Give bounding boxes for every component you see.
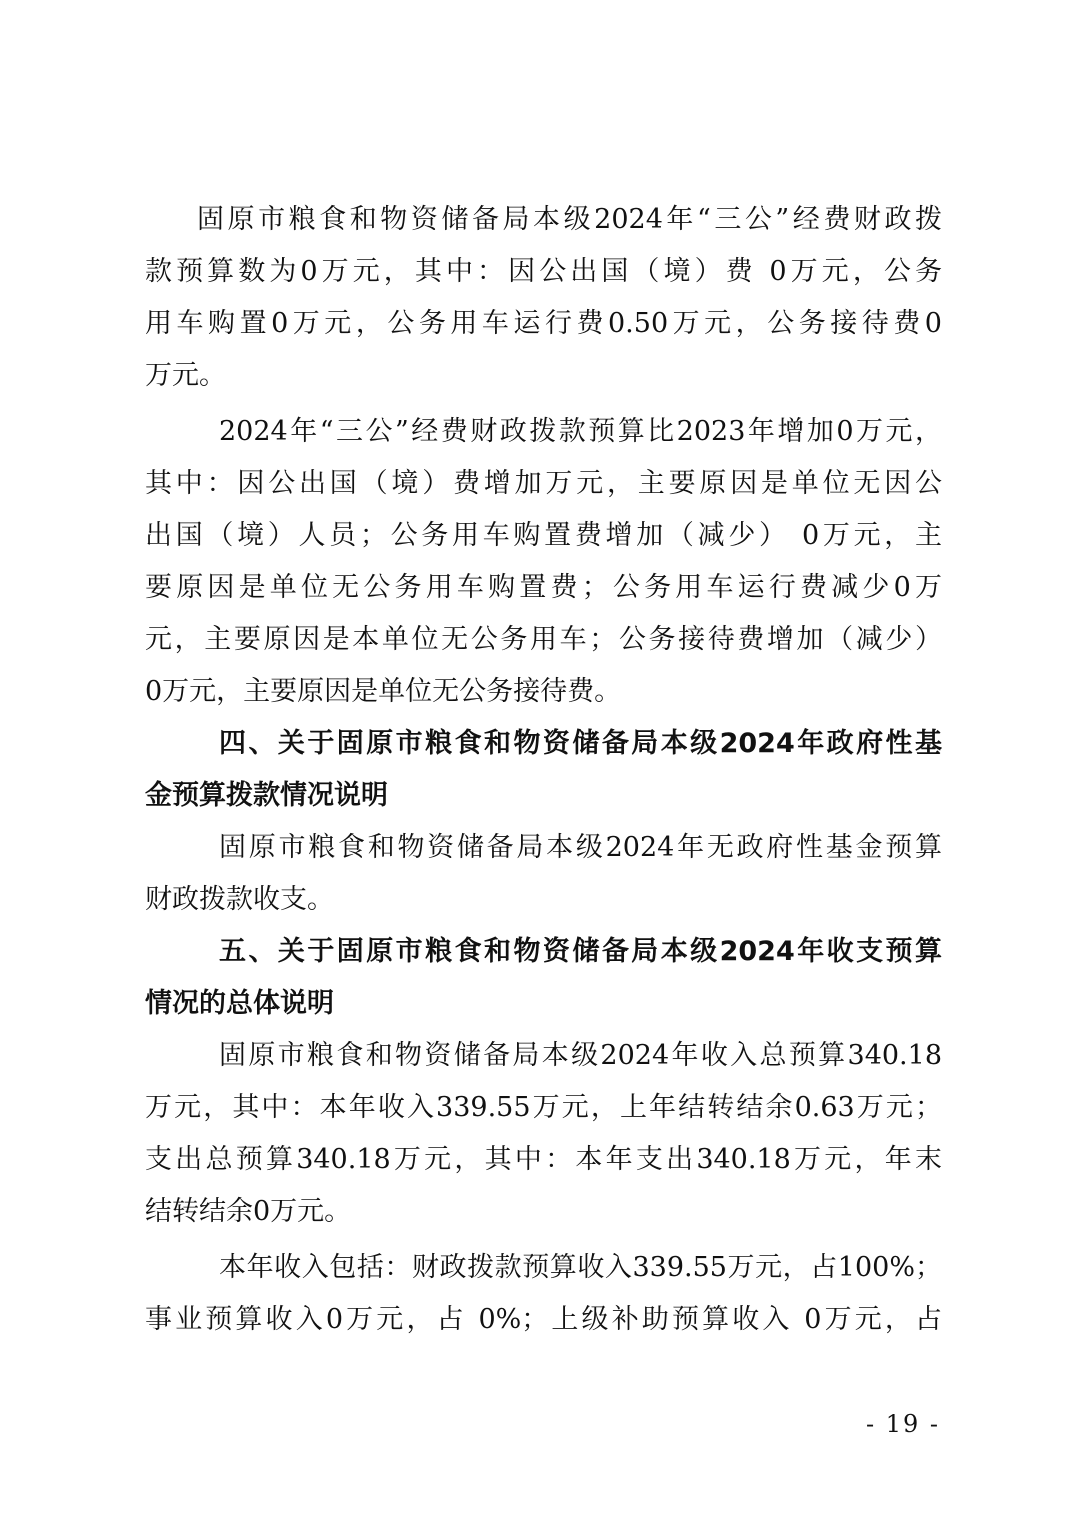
text-line: 固原市粮食和物资储备局本级2024年“三公”经费财政拨: [197, 204, 942, 235]
heading-line: 五、关于固原市粮食和物资储备局本级2024年收支预算: [219, 936, 942, 967]
paragraph-sangong-comparison: [145, 406, 942, 718]
text-line: 财政拨款收支。: [145, 884, 334, 915]
text-line: 结转结余0万元。: [145, 1196, 352, 1227]
section-heading-overall-budget: [145, 926, 942, 1030]
text-line: 要原因是单位无公务用车购置费；公务用车运行费减少0万: [145, 572, 942, 603]
text-line: 支出总预算340.18万元，其中：本年支出340.18万元，年末: [145, 1144, 942, 1175]
paragraph-sangong-budget: [145, 194, 942, 402]
document-body: [145, 194, 942, 1346]
text-line: 款预算数为0万元，其中：因公出国（境）费 0万元，公务: [145, 256, 942, 287]
paragraph-fund-budget: [145, 822, 942, 926]
text-line: 用车购置0万元，公务用车运行费0.50万元，公务接待费0: [145, 308, 942, 339]
heading-line: 金预算拨款情况说明: [145, 780, 388, 811]
section-heading-fund-budget: [145, 718, 942, 822]
text-line: 其中：因公出国（境）费增加万元，主要原因是单位无因公: [145, 468, 942, 499]
text-line: 万元，其中：本年收入339.55万元，上年结转结余0.63万元；: [145, 1092, 942, 1123]
text-line: 固原市粮食和物资储备局本级2024年收入总预算340.18: [219, 1040, 942, 1071]
text-line: 事业预算收入0万元，占 0%；上级补助预算收入 0万元，占: [145, 1304, 942, 1335]
text-line: 0万元，主要原因是单位无公务接待费。: [145, 676, 622, 707]
paragraph-income-composition: [145, 1242, 942, 1346]
text-line: 元，主要原因是本单位无公务用车；公务接待费增加（减少）: [145, 624, 942, 655]
page-number: - 19 -: [865, 1410, 940, 1438]
text-line: 出国（境）人员；公务用车购置费增加（减少） 0万元，主: [145, 520, 942, 551]
text-line: 万元。: [145, 360, 226, 391]
text-line: 本年收入包括：财政拨款预算收入339.55万元，占100%；: [219, 1252, 942, 1283]
paragraph-overall-budget: [145, 1030, 942, 1238]
heading-line: 四、关于固原市粮食和物资储备局本级2024年政府性基: [219, 728, 942, 759]
heading-line: 情况的总体说明: [145, 988, 334, 1019]
text-line: 2024年“三公”经费财政拨款预算比2023年增加0万元，: [219, 416, 942, 447]
text-line: 固原市粮食和物资储备局本级2024年无政府性基金预算: [219, 832, 942, 863]
